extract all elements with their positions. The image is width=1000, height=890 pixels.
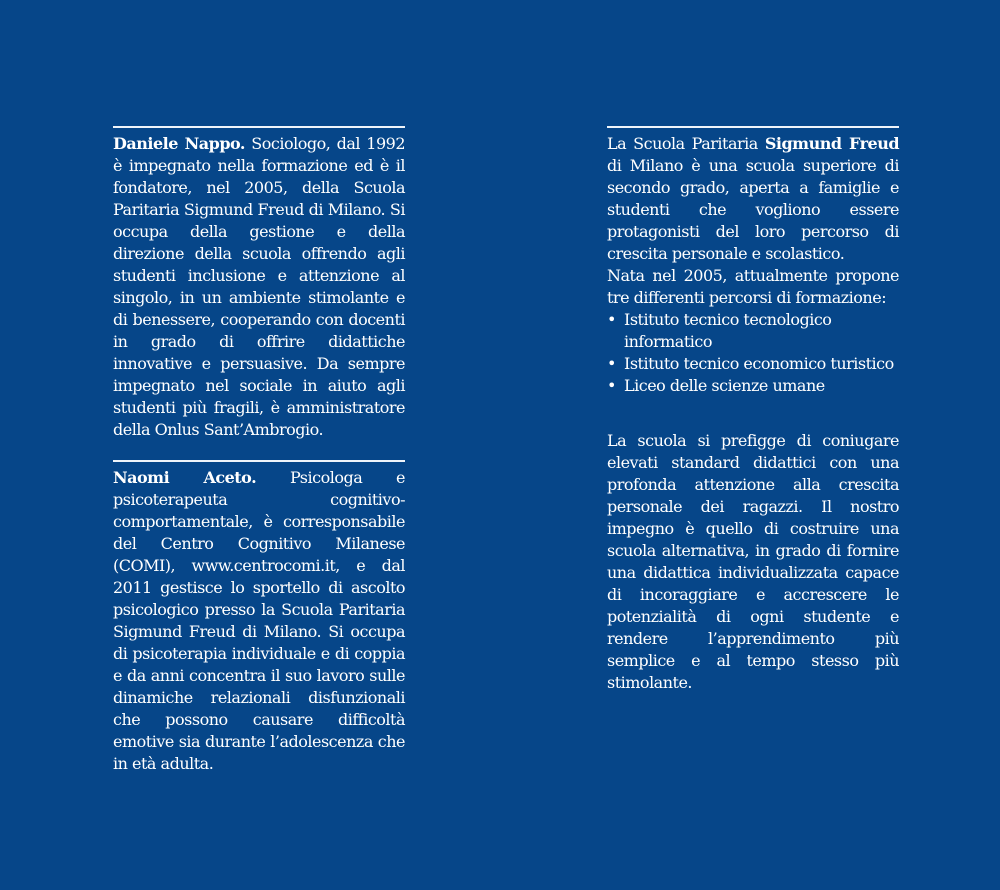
- intro-text: di Milano è una scuola superiore di secondo grado, aperta a famiglie e studenti che vogliono essere protagonisti del loro percorso di crescita personale e scolastico.: [607, 156, 899, 263]
- intro-paragraph: [607, 133, 899, 265]
- intro-prefix: La Scuola Paritaria: [607, 134, 765, 153]
- bio-block-daniele-nappo: [113, 126, 405, 441]
- list-item: [607, 353, 899, 375]
- course-label: Liceo delle scienze umane: [624, 376, 825, 395]
- offerings-lead: Nata nel 2005, attualmente propone tre differenti percorsi di formazione:: [607, 266, 899, 307]
- course-list: [607, 309, 899, 397]
- mission-paragraph: La scuola si prefigge di coniugare elevati standard didattici con una profonda attenzione alla crescita personale dei ragazzi. Il nostro impegno è quello di costruire una scuola alternativa, in grado di fornire una didattica individualizzata capace di incoraggiare e accrescere le potenzialità di ogni studente e rendere l’apprendimento più semplice e al tempo stesso più stimolante.: [607, 431, 899, 692]
- bullet-icon: •: [607, 376, 616, 395]
- author-name: Daniele Nappo.: [113, 134, 245, 153]
- course-label: Istituto tecnico economico turistico: [624, 354, 894, 373]
- school-name: Sigmund Freud: [764, 134, 900, 153]
- school-mission-block: [607, 430, 899, 694]
- course-label: Istituto tecnico tecnologico informatico: [624, 310, 832, 351]
- bio-paragraph: [113, 467, 405, 775]
- bio-block-naomi-aceto: [113, 460, 405, 775]
- bullet-icon: •: [607, 310, 616, 329]
- bio-text: Sociologo, dal 1992 è impegnato nella formazione ed è il fondatore, nel 2005, della Scuola Paritaria Sigmund Freud di Milano. Si occupa della gestione e della direzione della scuola offrendo agli studenti inclusione e attenzione al singolo, in un ambiente stimolante e di benessere, cooperando con docenti in grado di offrire didattiche innovative e persuasive. Da sempre impegnato nel sociale in aiuto agli studenti più fragili, è amministratore della Onlus Sant’Ambrogio.: [113, 134, 405, 439]
- school-intro-block: [607, 126, 899, 397]
- list-item: [607, 309, 899, 353]
- divider-line: [113, 460, 405, 462]
- list-item: [607, 375, 899, 397]
- divider-line: [607, 126, 899, 128]
- divider-line: [113, 126, 405, 128]
- bio-paragraph: [113, 133, 405, 441]
- bio-text: Psicologa e psicoterapeuta cognitivo-comportamentale, è corresponsabile del Centro Cognitivo Milanese (COMI), www.centrocomi.it, e dal 2011 gestisce lo sportello di ascolto psicologico presso la Scuola Paritaria Sigmund Freud di Milano. Si occupa di psicoterapia individuale e di coppia e da anni concentra il suo lavoro sulle dinamiche relazionali disfunzionali che possono causare difficoltà emotive sia durante l’adolescenza che in età adulta.: [113, 468, 405, 773]
- author-name: Naomi Aceto.: [113, 468, 257, 487]
- bullet-icon: •: [607, 354, 616, 373]
